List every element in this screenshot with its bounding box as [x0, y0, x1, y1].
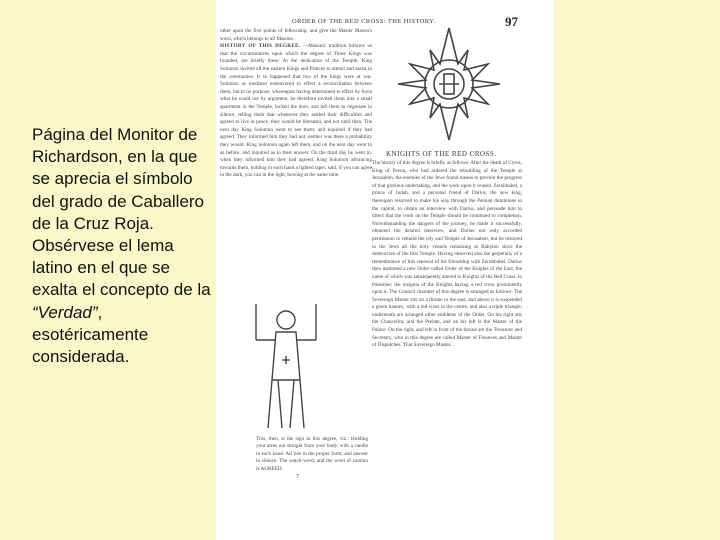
caption-part2: , esotéricamente considerada. [32, 302, 149, 367]
red-cross-emblem [384, 24, 514, 144]
left-column-text: other upon the five points of fellowship, and give the Master Mason's word, which belongs to all Masons. HISTORY OF THIS DEGREE. —Masonic tradition informs us that the circumstances upon which the degree of Three Kings was founded, are briefly these: At the dedication of the Temple, King Solomon invited all the eastern Kings and Princes to attend and assist in the ceremonies. It so happened that two of the kings were at war. Solomon as mediator endeavored to effect a reconciliation between them, but to no purpose; whereupon having determined to effect by force what he could not by argument, he therefore invited them into a small apartment in the Temple, locked the door, and left them to negotiate in silence, telling them that whenever they settled their difficulties and agreed to live in peace, they would be liberated, and not until then. The next day King Solomon went to see them, and inquired if they had agreed. They informed him they had not, neither was there a probability they would. King Solomon again left them, and on the next day went in as before, and inquired as to their answer. On the third day he went in, when they informed him they had agreed. King Solomon advancing towards them, holding in each hand a lighted taper, said, if you can agree in the dark, you can in the light, bowing at the same time. [220, 28, 372, 179]
scanned-page [216, 0, 554, 540]
page-header-title: ORDER OF THE RED CROSS: THE HISTORY. [292, 18, 436, 25]
bottom-column-text: This, then, is the sign in this degree, viz.: Holding your arms out straight from your body, with a candle in each hand. All rise in the proper form, and answer in silence. The watch-word, and the word of caution is AGREED. [256, 436, 368, 472]
bottom-page-number: 7 [296, 474, 299, 480]
knight-figure-illustration [246, 300, 326, 435]
section-heading: HISTORY OF THIS DEGREE. [220, 43, 301, 50]
knights-heading: KNIGHTS OF THE RED CROSS. [386, 150, 497, 158]
page-number: 97 [505, 14, 518, 29]
caption-part1: Página del Monitor de Richardson, en la que se aprecia el símbolo del grado de Caballero de la Cruz Roja. Obsérvese el lema latino en el que se exalta el concepto de la [32, 125, 211, 300]
caption-text [32, 124, 212, 368]
caption-quote: “Verdad” [32, 302, 98, 322]
right-column-text: The history of this degree is briefly as follows: After the death of Cyrus, King of Persia, who had ordered the rebuilding of the Temple at Jerusalem, the enemies of the Jews found means to prevent the progress of that glorious undertaking, and the work upon it ceased. Zerubbabel, a prince of Judah, and a personal friend of Darius, the new king, thereupon resolved to make his way through the Persian dominions to the capital, to obtain an interview with Darius, and persuade him to direct that the work on the Temple should be continued to completion. Notwithstanding the dangers of the journey, he made it successfully, obtained the desired interview, and Darius not only accorded permission to rebuild the city and Temple of Jerusalem, but he restored to the Jews all the holy vessels remaining at Babylon since the destruction of the first Temple. Having observed also the perpetuity of a remembrance of this renewal of his friendship with Zerubbabel, Darius then instituted a new Order called Order of the Knights of the East, the name of which was subsequently altered to Knights of the Red Cross, in Palestine; the insignia of the Knights having a red cross prominently upon it. The Council chamber of this degree is arranged as follows: The Sovereign Master sits on a throne in the east, and above it is suspended a green banney, with a red cross in the centre, and also a triple triangle; underneath are arranged other emblems of the Order. On his right sits the Chancellor, and the Prelate, and on his left is the Master of the Palace. On the right, and left in front of the throne are the Treasurer and Secretary, who in this degree are called Master of Finances and Master of Dispatches. That Sovereign Master... [372, 160, 522, 349]
